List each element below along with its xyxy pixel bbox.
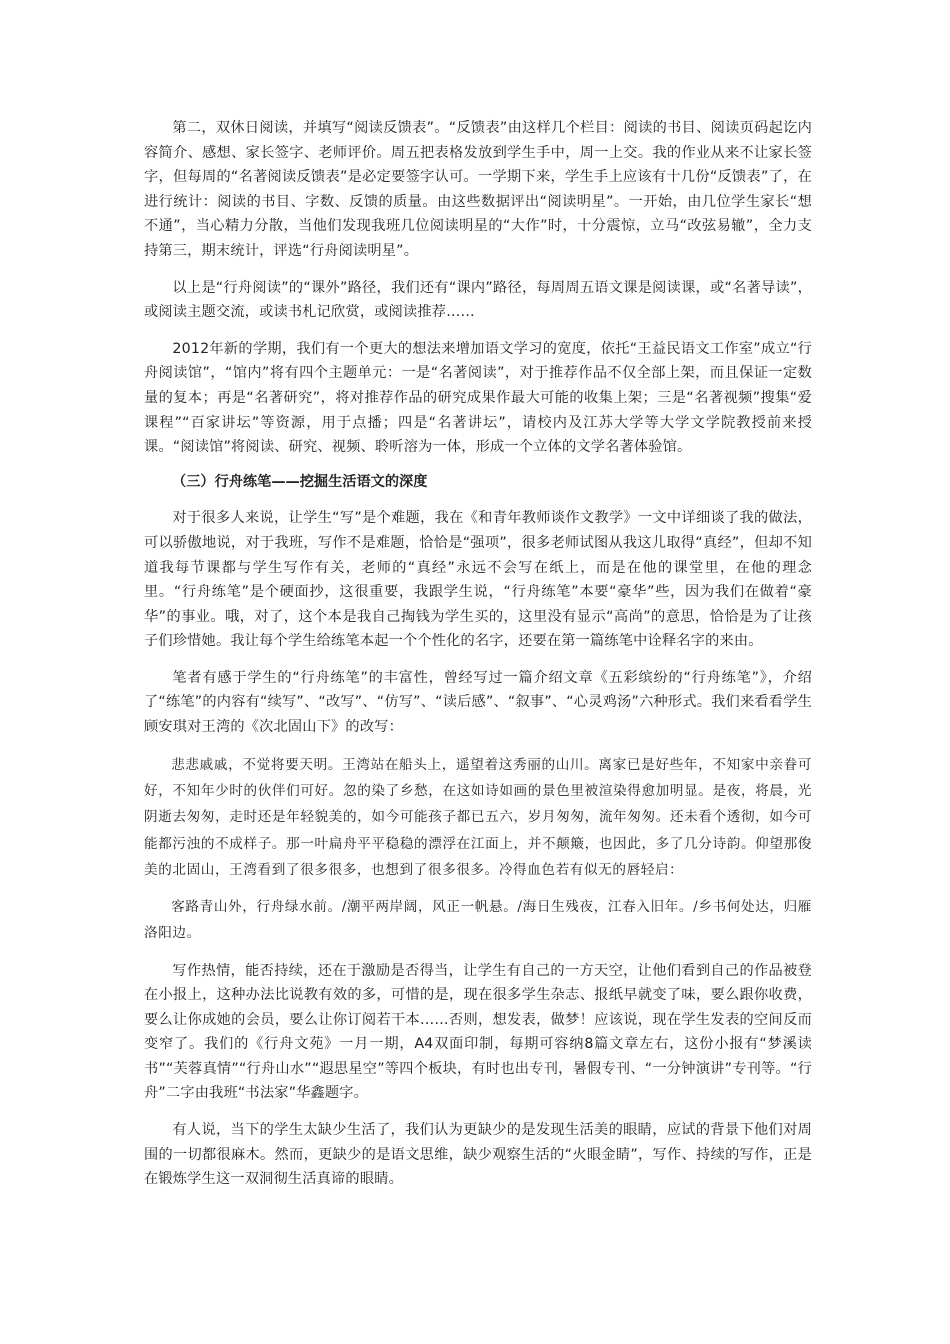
paragraph-conclusion: 有人说，当下的学生太缺少生活了，我们认为更缺少的是发现生活美的眼睛，应试的背景下他们对周围的一切都很麻木。然而，更缺少的是语文思维，缺少观察生活的“火眼金睛”，写作、持续的写作，正是在锻炼学生这一双洞彻生活真谛的眼睛。 bbox=[144, 1122, 812, 1188]
paragraph-publication: 写作热情，能否持续，还在于激励是否得当，让学生有自己的一方天空，让他们看到自己的作品被登在小报上，这种办法比说教有效的多，可惜的是，现在很多学生杂志、报纸早就变了味，要么跟你收费，要么让你成她的会员，要么让你订阅若干本……否则，想发表，做梦！应该说，现在学生发表的空间反而变窄了。我们的《行舟文苑》一月一期，A4双面印制，每期可容纳8篇文章左右，这份小报有“梦溪读书”“芙蓉真情”“行舟山水”“遐思星空”等四个板块，有时也出专刊，暑假专刊、“一分钟演讲”专刊等。“行舟”二字由我班“书法家”华鑫题字。 bbox=[144, 962, 812, 1102]
paragraph-reading-hall: 2012年新的学期，我们有一个更大的想法来增加语文学习的宽度，依托“王益民语文工作室”成立“行舟阅读馆”，“馆内”将有四个主题单元：一是“名著阅读”，对于推荐作品不仅全部上架，而且保证一定数量的复本；再是“名著研究”，将对推荐作品的研究成果作最大可能的收集上架；三是“名著视频”搜集“爱课程”“百家讲坛”等资源，用于点播；四是“名著讲坛”，请校内及江苏大学等大学文学院教授前来授课。“阅读馆”将阅读、研究、视频、聆听溶为一体，形成一个立体的文学名著体验馆。 bbox=[144, 340, 812, 456]
paragraph-writing-intro: 对于很多人来说，让学生“写”是个难题，我在《和青年教师谈作文教学》一文中详细谈了我的做法，可以骄傲地说，对于我班，写作不是难题，恰恰是“强项”，很多老师试图从我这儿取得“真经”，但却不知道我每节课都与学生写作有关，老师的“真经”永远不会写在纸上，而是在他的课堂里，在他的理念里。“行舟练笔”是个硬面抄，这很重要，我跟学生说，“行舟练笔”本要“豪华”些，因为我们在做着“豪华”的事业。哦，对了，这个本是我自己掏钱为学生买的，这里没有显示“高尚”的意思，恰恰是为了让孩子们珍惜她。我让每个学生给练笔本起一个个性化的名字，还要在第一篇练笔中诠释名字的来由。 bbox=[144, 510, 812, 650]
paragraph-reading-feedback: 第二，双休日阅读，并填写“阅读反馈表”。“反馈表”由这样几个栏目：阅读的书目、阅读页码起讫内容简介、感想、家长签字、老师评价。周五把表格发放到学生手中，周一上交。我的作业从来不让家长签字，但每周的“名著阅读反馈表”是必定要签字认可。一学期下来，学生手上应该有十几份“反馈表”了，在进行统计：阅读的书目、字数、反馈的质量。由这些数据评出“阅读明星”。一开始，由几位学生家长“想不通”，当心精力分散，当他们发现我班几位阅读明星的“大作”时，十分震惊，立马“改弦易辙”，全力支持第三，期末统计，评选“行舟阅读明星”。 bbox=[144, 120, 812, 259]
section-heading: （三）行舟练笔——挖掘生活语文的深度 bbox=[172, 473, 428, 490]
student-rewrite-text: 悲悲戚戚，不觉将要天明。王湾站在船头上，遥望着这秀丽的山川。离家已是好些年，不知家中亲眷可好，不知年少时的伙伴们可好。忽的染了乡愁，在这如诗如画的景色里被渲染得愈加明显。是夜，将晨，光阴逝去匆匆，走时还是年轻貌美的，如今可能孩子都已五六，岁月匆匆，流年匆匆。还未看个透彻，如今可能都污浊的不成样子。那一叶扁舟平平稳稳的漂浮在江面上，并不颠簸，也因此，多了几分诗韵。仰望那俊美的北固山，王湾看到了很多很多，也想到了很多很多。冷得血色若有似无的唇轻启： bbox=[144, 756, 812, 879]
paragraph-reading-paths: 以上是“行舟阅读”的“课外”路径，我们还有“课内”路径，每周周五语文课是阅读课，或“名著导读”，或阅读主题交流，或读书札记欣赏，或阅读推荐…… bbox=[144, 279, 812, 321]
poem-quote: 客路青山外，行舟绿水前。/潮平两岸阔，风正一帆悬。/海日生残夜，江春入旧年。/乡书何处达，归雁洛阳边。 bbox=[144, 898, 812, 942]
paragraph-writing-forms: 笔者有感于学生的“行舟练笔”的丰富性，曾经写过一篇介绍文章《五彩缤纷的“行舟练笔”》，介绍了“练笔”的内容有“续写”、“改写”、“仿写”、“读后感”、“叙事”、“心灵鸡汤”六种形式。我们来看看学生顾安琪对王湾的《次北固山下》的改写： bbox=[144, 669, 812, 736]
document-page bbox=[144, 116, 812, 1192]
